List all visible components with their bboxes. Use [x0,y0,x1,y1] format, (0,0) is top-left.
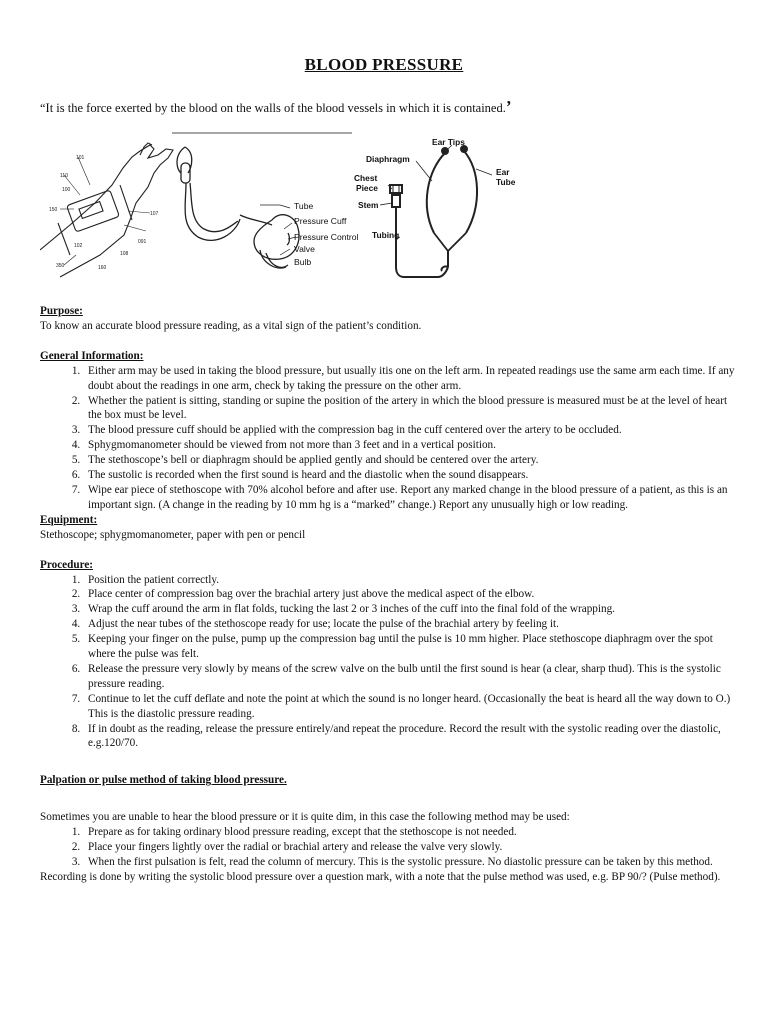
list-item: 5. The stethoscope’s bell or diaphragm should be applied gently and should be centered over the artery. [83,453,735,468]
list-item: 7. Wipe ear piece of stethoscope with 70% alcohol before and after use. Report any marked change in the blood pressure of a patient, as this is an important sign. (A change in the reading by 10 mm hg is a “marked” change.) Report any unusually high or low reading. [83,483,735,513]
steth-label: Piece [356,183,378,193]
sphygmomanometer-illustration [177,147,299,268]
steth-label: Tube [496,177,516,187]
wrist-label: 160 [98,265,107,271]
steth-label: Ear [496,167,510,177]
sphyg-label: Pressure Cuff [294,216,347,226]
sphyg-label: Bulb [294,257,312,267]
list-item: 3. The blood pressure cuff should be applied with the compression bag in the cuff centered over the artery to be occluded. [83,423,735,438]
equipment-figures [40,125,600,285]
list-item: 4. Sphygmomanometer should be viewed from not more than 3 feet and in a vertical position. [83,438,735,453]
list-item: 1. Either arm may be used in taking the blood pressure, but usually itis one on the left arm. In repeated readings use the same arm each time. If any doubt about the readings in one arm, check by taking the pressure on the other arm. [83,364,735,394]
list-item: 6. Release the pressure very slowly by means of the screw valve on the bulb until the first sound is hear (a clear, sharp thud). This is the systolic pressure reading. [83,662,735,692]
general-info-heading: General Information: [40,349,144,362]
list-item: 2. Whether the patient is sitting, standing or supine the position of the artery in which the blood pressure is measured must be at the level of heart the box must be level. [83,394,735,424]
steth-label: Tubing [372,230,400,240]
list-item: 4. Adjust the near tubes of the stethoscope ready for use; locate the pulse of the brachial artery by feeling it. [83,617,735,632]
purpose-heading: Purpose: [40,305,83,317]
list-item: 2. Place your fingers lightly over the radial or brachial artery and release the valve very slowly. [83,840,735,855]
wrist-monitor-illustration [40,143,173,277]
list-item: 3. When the first pulsation is felt, read the column of mercury. This is the systolic pressure. No diastolic pressure can be taken by this method. [83,855,735,870]
stethoscope-labels [354,137,516,240]
equipment-text: Stethoscope; sphygmomanometer, paper with pen or pencil [40,528,306,541]
list-item: 5. Keeping your finger on the pulse, pump up the compression bag until the pulse is 10 mm higher. Place stethoscope diaphragm over the spot where the pulse was felt. [83,632,735,662]
purpose-text: To know an accurate blood pressure reading, as a vital sign of the patient’s condition. [40,319,422,332]
definition-end-mark: ’ [505,97,512,116]
list-item: 2. Place center of compression bag over the brachial artery just above the medical aspect of the elbow. [83,587,735,602]
steth-label: Diaphragm [366,154,410,164]
list-item: 1. Prepare as for taking ordinary blood pressure reading, except that the stethoscope is not needed. [83,825,735,840]
list-item: 1. Position the patient correctly. [83,573,735,588]
list-item: 8. If in doubt as the reading, release the pressure entirely/and repeat the procedure. Record the result with the systolic reading over the diastolic, e.g.120/70. [83,722,735,752]
definition-quote [40,97,512,117]
list-item: 6. The sustolic is recorded when the first sound is heard and the diastolic when the sound disappears. [83,468,735,483]
steth-label: Ear Tips [432,137,465,147]
equipment-heading: Equipment: [40,513,98,526]
wrist-label: 110 [60,173,68,179]
wrist-label: 108 [120,251,129,257]
wrist-label: 100 [62,187,71,193]
wrist-label: 101 [76,155,85,161]
equipment-illustration [40,125,600,285]
sphyg-label: Pressure Control [294,232,359,242]
wrist-label: 107 [150,211,159,217]
list-item: 3. Wrap the cuff around the arm in flat folds, tucking the last 2 or 3 inches of the cuff into the final fold of the wrapping. [83,602,735,617]
document-body [40,304,735,885]
palpation-list [40,825,735,870]
wrist-label: 350 [56,263,65,269]
steth-label: Stem [358,200,379,210]
definition-text: “It is the force exerted by the blood on the walls of the blood vessels in which it is contained. [40,101,506,115]
wrist-label: 091 [138,239,147,245]
palpation-closing: Recording is done by writing the systolic blood pressure over a question mark, with a note that the pulse method was used, e.g. BP 90/? (Pulse method). [40,870,721,883]
list-item: 7. Continue to let the cuff deflate and note the point at which the sound is no longer heard. (Occasionally the beat is heard all the way down to O.) This is the diastolic pressure reading. [83,692,735,722]
sphyg-label: Tube [294,201,314,211]
sphyg-label: Valve [294,244,315,254]
palpation-heading: Palpation or pulse method of taking blood pressure. [40,774,287,787]
procedure-list [40,573,735,752]
procedure-heading: Procedure: [40,558,94,571]
palpation-intro: Sometimes you are unable to hear the blood pressure or it is quite dim, in this case the following method may be used: [40,811,570,824]
stethoscope-illustration [390,146,477,277]
steth-label: Chest [354,173,378,183]
wrist-label: 150 [49,207,58,213]
wrist-label: 102 [74,243,83,249]
page-title: BLOOD PRESSURE [304,55,464,74]
general-info-list [40,364,735,513]
